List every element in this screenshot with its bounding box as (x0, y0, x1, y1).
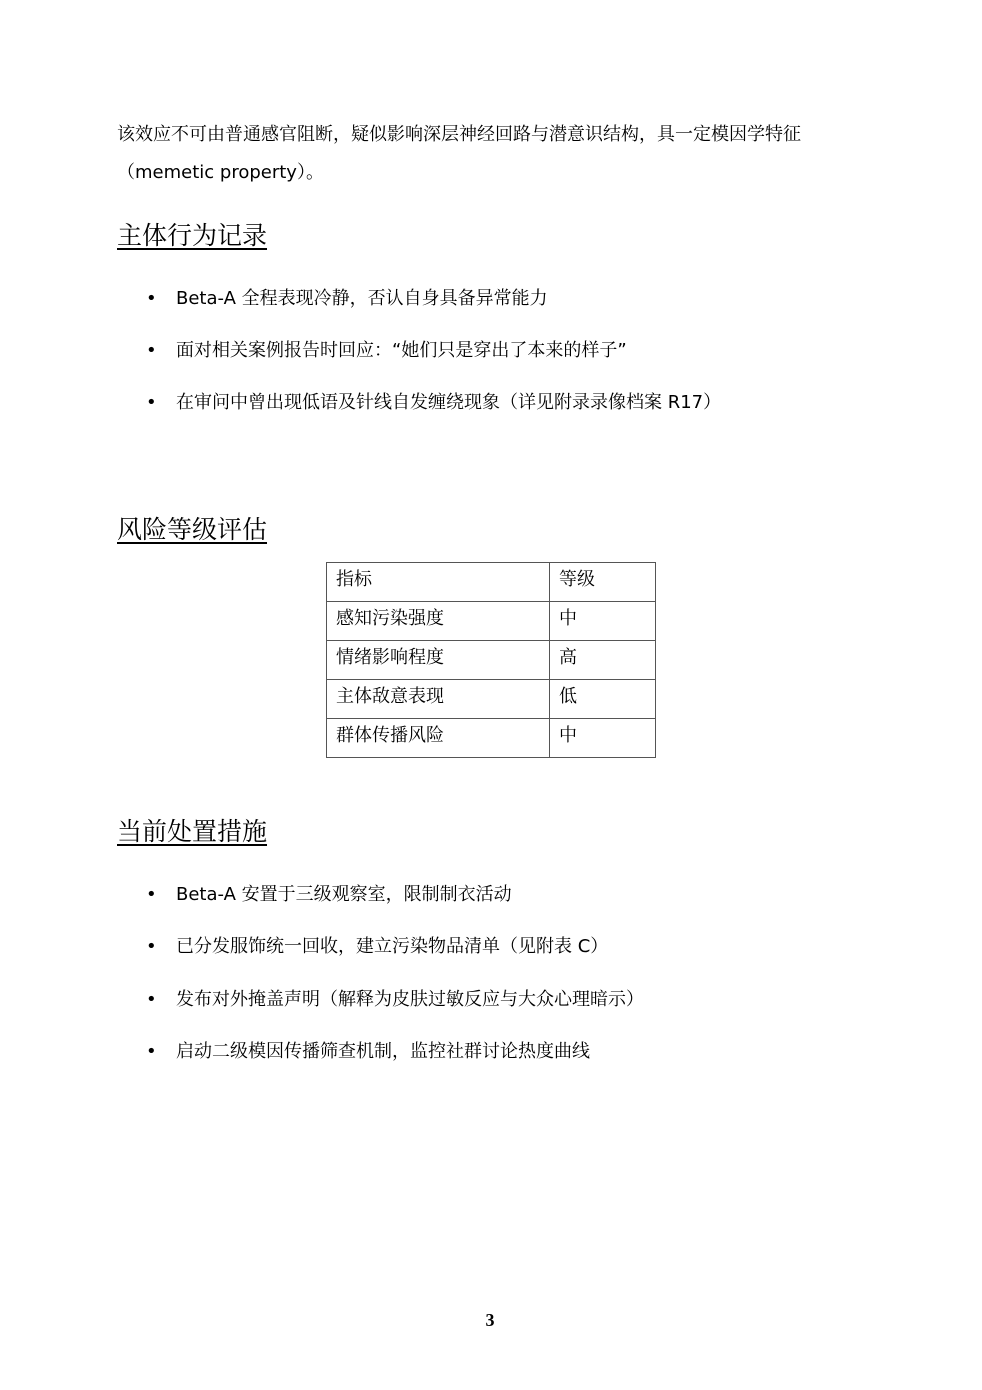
table-cell: 中 (550, 719, 656, 758)
table-header-row (327, 563, 656, 602)
bullet-icon: • (146, 340, 157, 361)
table-cell: 低 (550, 680, 656, 719)
list-item: • 在审问中曾出现低语及针线自发缠绕现象（详见附录录像档案 R17） (146, 392, 722, 413)
table-row (327, 602, 656, 641)
section-heading-behavior: 主体行为记录 (117, 221, 268, 250)
risk-table (326, 562, 656, 758)
list-item: • Beta-A 安置于三级观察室，限制制衣活动 (146, 884, 512, 905)
list-item: • Beta-A 全程表现冷静，否认自身具备异常能力 (146, 288, 548, 309)
table-cell: 高 (550, 641, 656, 680)
table-cell: 感知污染强度 (327, 602, 550, 641)
bullet-icon: • (146, 989, 157, 1010)
table-cell: 主体敌意表现 (327, 680, 550, 719)
bullet-icon: • (146, 936, 157, 957)
table-cell: 群体传播风险 (327, 719, 550, 758)
table-cell: 情绪影响程度 (327, 641, 550, 680)
bullet-icon: • (146, 884, 157, 905)
intro-paragraph: 该效应不可由普通感官阻断，疑似影响深层神经回路与潜意识结构，具一定模因学特征（memetic property）。 (117, 124, 801, 183)
table-header-cell: 等级 (550, 563, 656, 602)
section-heading-measures: 当前处置措施 (117, 817, 268, 846)
page-number: 3 (485, 1310, 495, 1330)
bullet-icon: • (146, 1041, 157, 1062)
table-cell: 中 (550, 602, 656, 641)
table-row (327, 719, 656, 758)
list-item: • 启动二级模因传播筛查机制，监控社群讨论热度曲线 (146, 1041, 590, 1062)
list-item: • 发布对外掩盖声明（解释为皮肤过敏反应与大众心理暗示） (146, 989, 644, 1010)
bullet-icon: • (146, 288, 157, 309)
list-item: • 已分发服饰统一回收，建立污染物品清单（见附表 C） (146, 936, 609, 957)
table-header-cell: 指标 (327, 563, 550, 602)
bullet-icon: • (146, 392, 157, 413)
list-item: • 面对相关案例报告时回应：“她们只是穿出了本来的样子” (146, 340, 627, 361)
section-heading-risk: 风险等级评估 (117, 515, 268, 544)
table-row (327, 641, 656, 680)
table-row (327, 680, 656, 719)
